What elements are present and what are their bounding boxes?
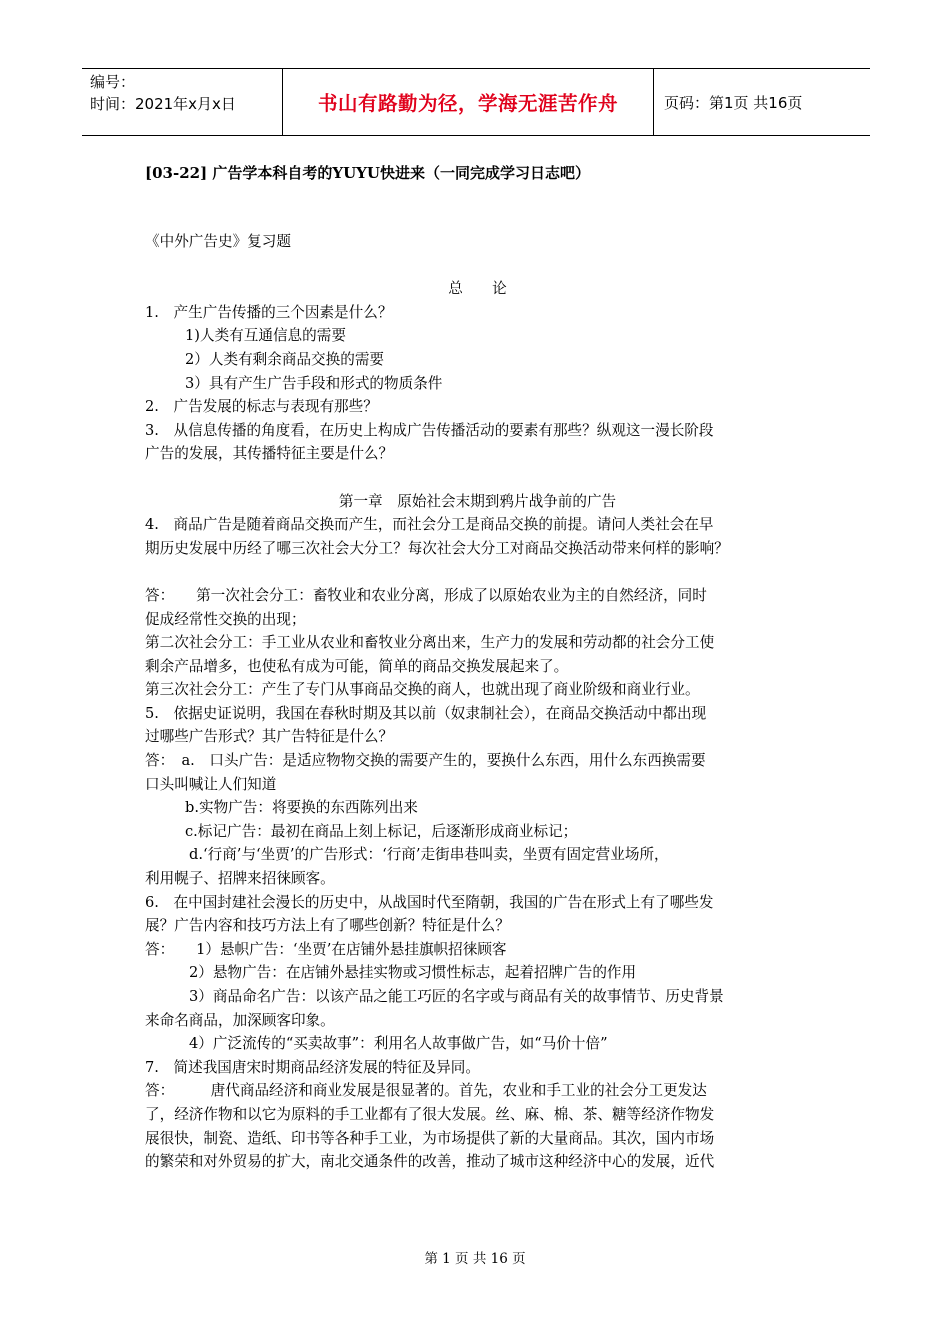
answer-line: 来命名商品，加深顾客印象。 — [145, 1011, 335, 1029]
answer-line: 了，经济作物和以它为原料的手工业都有了很大发展。丝、麻、棉、茶、糖等经济作物发 — [145, 1105, 715, 1123]
answer-line: 2）悬物广告：在店铺外悬挂实物或习惯性标志，起着招牌广告的作用 — [189, 964, 637, 982]
question-line: 过哪些广告形式？其广告特征是什么？ — [145, 728, 394, 746]
section-title: 《中外广告史》复习题 — [145, 233, 291, 250]
answer-line: 4）广泛流传的“买卖故事”：利用名人故事做广告，如“马价十倍” — [189, 1035, 608, 1053]
answer-line: 第二次社会分工：手工业从农业和畜牧业分离出来，生产力的发展和劳动都的社会分工使 — [145, 634, 715, 652]
answer-line: 3）具有产生广告手段和形式的物质条件 — [185, 374, 443, 392]
answer-line: 答： 第一次社会分工：畜牧业和农业分离，形成了以原始农业为主的自然经济，同时 — [145, 586, 707, 604]
header-left — [82, 69, 282, 135]
page-footer: 第 1 页 共 16 页 — [424, 1251, 526, 1267]
question-line: 7. 简述我国唐宋时期商品经济发展的特征及异同。 — [145, 1058, 480, 1076]
question-line: 1. 产生广告传播的三个因素是什么？ — [145, 303, 393, 321]
answer-line: 答： 唐代商品经济和商业发展是很显著的。首先，农业和手工业的社会分工更发达 — [145, 1082, 707, 1100]
answer-line: d.‘行商’与‘坐贾’的广告形式：‘行商’走街串巷叫卖，坐贾有固定营业场所， — [189, 846, 669, 864]
answer-line: 答： 1）悬帜广告：‘坐贾’在店铺外悬挂旗帜招徕顾客 — [145, 940, 507, 958]
question-line: 展？广告内容和技巧方法上有了哪些创新？特征是什么？ — [145, 917, 510, 935]
number-label: 编号： — [90, 73, 136, 91]
answer-line: 1)人类有互通信息的需要 — [185, 327, 346, 345]
page-header — [82, 68, 870, 136]
answer-line: 展很快，制瓷、造纸、印书等各种手工业，为市场提供了新的大量商品。其次，国内市场 — [145, 1129, 715, 1147]
answer-line: 3）商品命名广告：以该产品之能工巧匠的名字或与商品有关的故事情节、历史背景 — [189, 988, 724, 1005]
answer-line: 答： a. 口头广告：是适应物物交换的需要产生的，要换什么东西，用什么东西换需要 — [145, 752, 706, 770]
chapter-heading: 第一章 原始社会末期到鸦片战争前的广告 — [338, 492, 617, 510]
answer-line: 口头叫喊让人们知道 — [145, 775, 277, 793]
header-page-info: 页码：第1页 共16页 — [664, 93, 803, 112]
question-line: 5. 依据史证说明，我国在春秋时期及其以前（奴隶制社会），在商品交换活动中都出现 — [145, 704, 707, 722]
heading-general: 总 论 — [448, 280, 507, 298]
question-line: 期历史发展中历经了哪三次社会大分工？每次社会大分工对商品交换活动带来何样的影响？ — [145, 539, 729, 557]
spacer — [145, 466, 810, 490]
answer-line: 利用幌子、招牌来招徕顾客。 — [145, 870, 335, 888]
date-label: 时间：2021年x月x日 — [90, 95, 236, 113]
answer-line: c.标记广告：最初在商品上刻上标记，后逐渐形成商业标记； — [185, 822, 578, 840]
answer-line: 的繁荣和对外贸易的扩大，南北交通条件的改善，推动了城市这种经济中心的发展，近代 — [145, 1153, 715, 1171]
answer-line: 促成经常性交换的出现； — [145, 610, 306, 628]
answer-line: b.实物广告：将要换的东西陈列出来 — [185, 799, 418, 817]
document-title: [03-22] 广告学本科自考的YUYU快进来（一同完成学习日志吧） — [145, 164, 590, 182]
spacer — [145, 254, 810, 278]
question-line: 6. 在中国封建社会漫长的历史中，从战国时代至隋朝，我国的广告在形式上有了哪些发 — [145, 893, 714, 911]
document-body — [145, 230, 810, 1174]
answer-line: 第三次社会分工：产生了专门从事商品交换的商人，也就出现了商业阶级和商业行业。 — [145, 681, 700, 699]
spacer — [145, 560, 810, 584]
answer-line: 2）人类有剩余商品交换的需要 — [185, 350, 385, 368]
header-motto: 书山有路勤为径，学海无涯苦作舟 — [282, 69, 654, 135]
answer-line: 剩余产品增多，也使私有成为可能，简单的商品交换发展起来了。 — [145, 657, 569, 675]
question-line: 2. 广告发展的标志与表现有那些？ — [145, 398, 378, 416]
question-line: 3. 从信息传播的角度看，在历史上构成广告传播活动的要素有那些？纵观这一漫长阶段 — [145, 421, 714, 439]
question-line: 广告的发展，其传播特征主要是什么？ — [145, 445, 394, 463]
question-line: 4. 商品广告是随着商品交换而产生，而社会分工是商品交换的前提。请问人类社会在早 — [145, 516, 714, 534]
